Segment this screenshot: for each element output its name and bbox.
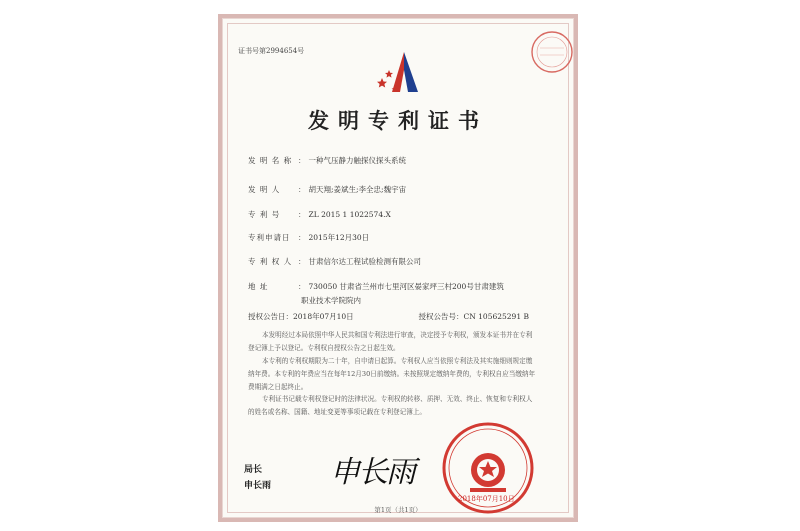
field-value: 一种气压静力触探仪探头系统 [308,156,406,165]
field-label: 专 利 号 [248,210,281,219]
grant-number: 授权公告号：CN 105625291 B [418,312,529,321]
field-label: 发 明 名 称 [248,156,293,165]
field-patent-number: 专 利 号 ： ZL 2015 1 1022574.X [248,210,391,219]
field-patentee: 专 利 权 人 ： 甘肃信尔达工程试验检测有限公司 [248,257,421,266]
certificate-title: 发明专利证书 [308,108,488,133]
stamp-date: 2018年07月10日 [458,495,515,503]
signature-name: 申长雨 [244,481,272,491]
field-label: 发 明 人 [248,185,281,194]
field-application-date: 专利申请日 ： 2015年12月30日 [248,233,370,242]
certificate-number: 证书号第2994654号 [238,47,305,55]
field-invention-name: 发 明 名 称 ： 一种气压静力触探仪探头系统 [248,156,406,165]
paragraph-2: 本专利的专利权期限为二十年，自申请日起算。专利权人应当依照专利法及其实施细则规定缴纳年费。本专利的年费应当在每年12月30日前缴纳。未按照规定缴纳年费的，专利权自应当缴纳年费期满之日起终止。 [248,357,536,391]
field-value: 甘肃信尔达工程试验检测有限公司 [308,257,421,266]
field-address: 地 址 ： 730050 甘肃省兰州市七里河区晏家坪三村200号甘肃建筑 [248,282,504,291]
field-label: 专 利 权 人 [248,257,293,266]
field-value: 730050 甘肃省兰州市七里河区晏家坪三村200号甘肃建筑 [308,282,504,291]
field-label: 地 址 [248,282,269,291]
field-value: ZL 2015 1 1022574.X [308,210,391,219]
field-inventors: 发 明 人 ： 胡天翔;姜斌生;李全忠;魏宇宙 [248,185,407,194]
address-line-2: 职业技术学院院内 [301,296,361,305]
grant-date: 授权公告日：2018年07月10日 [248,312,354,321]
handwritten-signature: 申长雨 [330,455,414,490]
grant-info [248,311,529,322]
seal-stamp-small-icon [530,30,574,74]
signature-title: 局长 [244,465,263,475]
paragraph-3: 专利证书记载专利权登记时的法律状况。专利权的转移、质押、无效、终止、恢复和专利权人的姓名或名称、国籍、地址变更等事项记载在专利登记簿上。 [248,395,533,416]
patent-certificate [218,14,578,522]
paragraph-1: 本发明经过本局依照中华人民共和国专利法进行审查，决定授予专利权，颁发本证书并在专利登记簿上予以登记。专利权自授权公告之日起生效。 [248,331,533,352]
field-value: 胡天翔;姜斌生;李全忠;魏宇宙 [308,185,407,194]
patent-office-logo-icon [374,48,432,100]
field-value: 2015年12月30日 [308,233,370,242]
field-label: 专利申请日 [248,233,291,242]
page-number: 第1页（共1页） [374,506,422,514]
